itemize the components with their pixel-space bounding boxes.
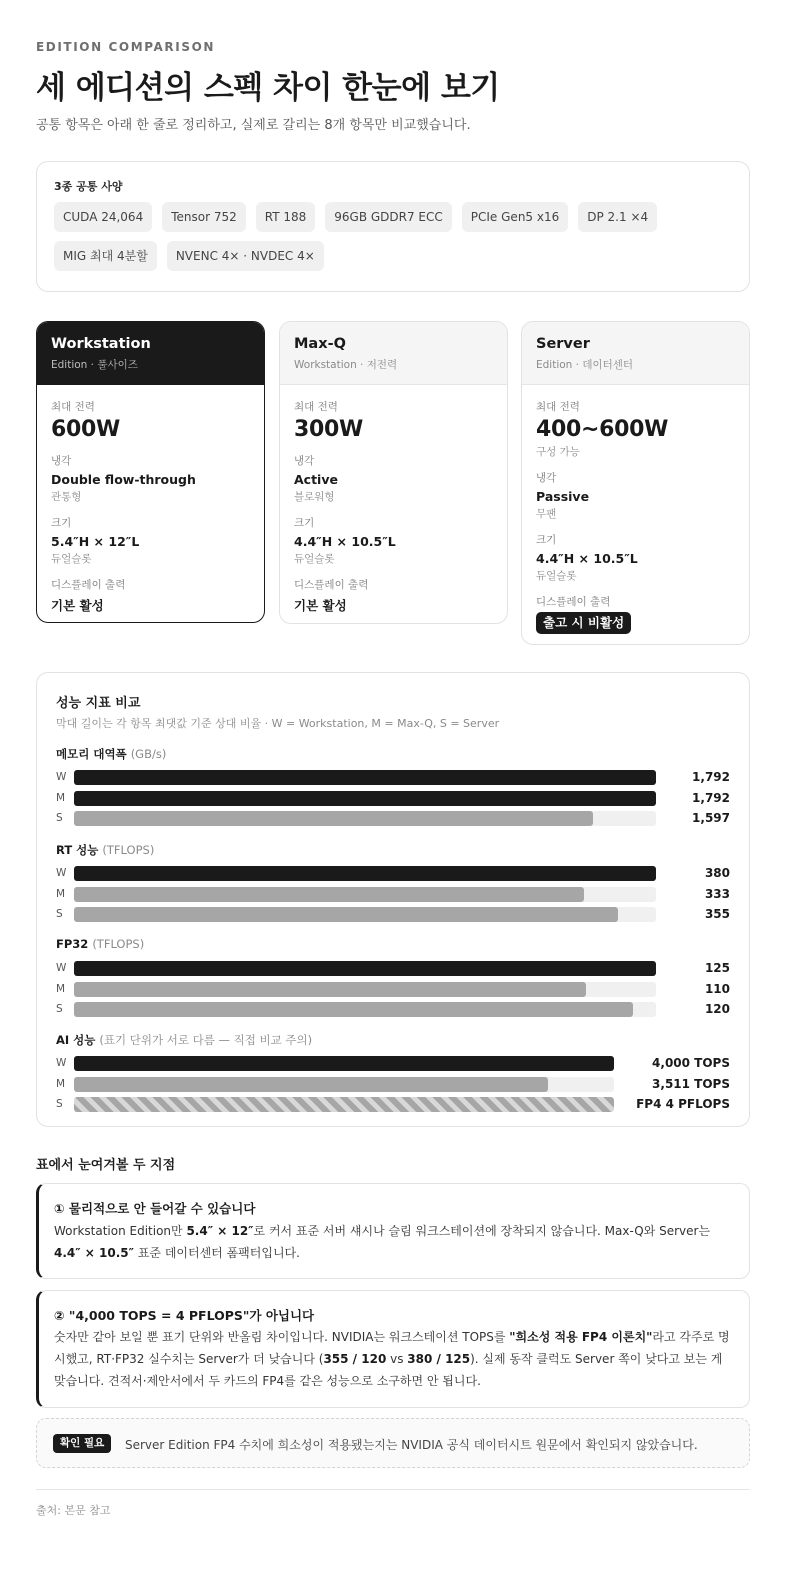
spec-chip: Tensor 752: [162, 202, 246, 232]
bar-track: [74, 982, 656, 997]
metric-group-label: 메모리 대역폭 (GB/s): [56, 747, 167, 761]
bar-fill: [74, 1056, 614, 1071]
note-2-body: 숫자만 같아 보일 뿐 표기 단위와 반올림 차이입니다. NVIDIA는 워크스테이션 TOPS를 "희소성 적용 FP4 이론치"라고 각주로 명시했고, RT·FP32 실수치는 Server가 더 낮습니다 (355 / 120 vs 380 / 125). 실제 동작 클럭도 Server 쪽이 낮다고 보는 게 맞습니다. 견적서·제안서에서 두 카드의 FP4를 같은 성능으로 소구하면 안 됩니다.: [54, 1330, 730, 1388]
card-body: [37, 385, 264, 623]
note-1-title: ① 물리적으로 안 들어갈 수 있습니다: [54, 1201, 256, 1216]
bar-track: [74, 1056, 614, 1071]
display-label: 디스플레이 출력: [51, 579, 126, 591]
performance-subtitle: 막대 길이는 각 항목 최댓값 기준 상대 비율 · W = Workstation, M = Max-Q, S = Server: [56, 717, 500, 730]
card-name: Workstation: [51, 336, 151, 352]
bar-row-letter: M: [56, 982, 66, 995]
bar-track: [74, 1097, 614, 1112]
card-header: [37, 322, 264, 385]
cooling-note: 무팬: [536, 508, 557, 520]
bar-row-letter: M: [56, 791, 66, 804]
bar-track: [74, 791, 656, 806]
spec-chip: NVENC 4× · NVDEC 4×: [167, 241, 324, 271]
bar-track: [74, 866, 656, 881]
bar-value: 1,792: [692, 770, 730, 784]
spec-chip: MIG 최대 4분할: [54, 241, 157, 271]
display-value: 기본 활성: [294, 598, 347, 613]
bar-track: [74, 1002, 656, 1017]
power-label: 최대 전력: [51, 401, 95, 413]
confirm-needed-badge: 확인 필요: [53, 1434, 111, 1453]
bar-row-letter: W: [56, 1057, 67, 1069]
cooling-value: Double flow-through: [51, 472, 196, 487]
bar-fill: [74, 907, 618, 922]
card-subtitle: Workstation · 저전력: [294, 359, 398, 371]
bar-value: 355: [704, 907, 730, 921]
bar-value: 120: [704, 1002, 730, 1016]
display-value: 기본 활성: [51, 598, 104, 613]
power-value: 400~600W: [536, 417, 669, 442]
card-header: [522, 322, 749, 385]
metric-group-label: RT 성능 (TFLOPS): [56, 843, 155, 857]
bar-row-letter: M: [56, 1077, 66, 1090]
display-label: 디스플레이 출력: [536, 596, 611, 608]
size-note: 듀얼슬롯: [51, 553, 92, 565]
size-value: 4.4″H × 10.5″L: [536, 551, 638, 566]
bar-row-letter: W: [56, 771, 67, 783]
bar-value: 333: [704, 886, 730, 901]
cooling-note: 블로워형: [294, 491, 335, 503]
bar-fill: [74, 866, 656, 881]
size-label: 크기: [51, 517, 72, 529]
bar-fill: [74, 982, 586, 997]
notes-title: 표에서 눈여겨볼 두 지점: [36, 1158, 176, 1173]
power-value: 600W: [51, 417, 120, 442]
bar-value: 3,511 TOPS: [652, 1076, 730, 1091]
spec-chip: PCIe Gen5 x16: [462, 202, 568, 232]
cooling-label: 냉각: [294, 455, 315, 467]
bar-track: [74, 887, 656, 902]
bar-track: [74, 770, 656, 785]
bar-value: 125: [704, 961, 730, 975]
bar-row-letter: S: [56, 1098, 63, 1110]
bar-fill: [74, 1077, 548, 1092]
bar-row-letter: S: [56, 1003, 63, 1015]
bar-value: 1,792: [692, 790, 730, 805]
bar-fill: [74, 1002, 633, 1017]
bar-row-letter: S: [56, 812, 63, 824]
bar-track: [74, 811, 656, 826]
size-value: 5.4″H × 12″L: [51, 534, 140, 549]
source-note: 출처: 본문 참고: [36, 1504, 111, 1517]
card-subtitle: Edition · 데이터센터: [536, 359, 634, 371]
bar-row-letter: M: [56, 887, 66, 900]
eyebrow: EDITION COMPARISON: [36, 40, 216, 54]
size-label: 크기: [536, 534, 557, 546]
power-label: 최대 전력: [294, 401, 338, 413]
cooling-value: Passive: [536, 489, 590, 504]
power-note: 구성 가능: [536, 446, 580, 458]
common-specs-label: 3종 공통 사양: [54, 180, 123, 193]
bar-fill: [74, 770, 656, 785]
cooling-note: 관통형: [51, 491, 82, 503]
bar-value: 4,000 TOPS: [652, 1056, 730, 1070]
bar-value: FP4 4 PFLOPS: [636, 1097, 730, 1111]
spec-chip: RT 188: [256, 202, 316, 232]
spec-chip: 96GB GDDR7 ECC: [325, 202, 452, 232]
metric-group-label: AI 성능 (표기 단위가 서로 다름 — 직접 비교 주의): [56, 1033, 313, 1047]
cooling-label: 냉각: [51, 455, 72, 467]
bar-track: [74, 961, 656, 976]
bar-fill: [74, 791, 656, 806]
cooling-label: 냉각: [536, 472, 557, 484]
bar-fill: [74, 887, 584, 902]
bar-value: 110: [704, 981, 730, 996]
page-title: 세 에디션의 스펙 차이 한눈에 보기: [36, 70, 500, 106]
page-subtitle: 공통 항목은 아래 한 줄로 정리하고, 실제로 갈리는 8개 항목만 비교했습니다.: [36, 118, 471, 133]
bar-row-letter: W: [56, 867, 67, 879]
spec-chip: DP 2.1 ×4: [578, 202, 657, 232]
card-body: [522, 385, 749, 645]
display-label: 디스플레이 출력: [294, 579, 369, 591]
confirm-text: Server Edition FP4 수치에 희소성이 적용됐는지는 NVIDIA 공식 데이터시트 원문에서 확인되지 않았습니다.: [125, 1438, 698, 1452]
power-label: 최대 전력: [536, 401, 580, 413]
card-body: [280, 385, 507, 624]
bar-track: [74, 907, 656, 922]
bar-value: 380: [704, 866, 730, 880]
bar-fill: [74, 1097, 614, 1112]
bar-fill: [74, 811, 593, 826]
size-value: 4.4″H × 10.5″L: [294, 534, 396, 549]
edition-card-workstation: [36, 321, 265, 623]
card-subtitle: Edition · 풀사이즈: [51, 359, 138, 371]
spec-chip: CUDA 24,064: [54, 202, 152, 232]
divider: [36, 1489, 750, 1490]
bar-fill: [74, 961, 656, 976]
cooling-value: Active: [294, 472, 338, 487]
bar-value: 1,597: [692, 811, 730, 825]
bar-row-letter: S: [56, 908, 63, 920]
display-status-badge: 출고 시 비활성: [536, 612, 631, 634]
common-specs-chips: [54, 202, 744, 271]
size-label: 크기: [294, 517, 315, 529]
confirmation-callout: [36, 1418, 750, 1468]
edition-card-maxq: [279, 321, 508, 624]
performance-title: 성능 지표 비교: [56, 696, 141, 711]
metric-group-label: FP32 (TFLOPS): [56, 937, 145, 951]
size-note: 듀얼슬롯: [294, 553, 335, 565]
bar-row-letter: W: [56, 962, 67, 974]
edition-card-server: [521, 321, 750, 645]
card-name: Max-Q: [294, 336, 346, 352]
bar-track: [74, 1077, 614, 1092]
size-note: 듀얼슬롯: [536, 570, 577, 582]
note-1-body: Workstation Edition만 5.4″ × 12″로 커서 표준 서버 섀시나 슬림 워크스테이션에 장착되지 않습니다. Max-Q와 Server는 4.4″ × 10.5″ 표준 데이터센터 폼팩터입니다.: [54, 1224, 711, 1260]
power-value: 300W: [294, 417, 363, 442]
card-name: Server: [536, 336, 590, 352]
note-2-title: ② "4,000 TOPS = 4 PFLOPS"가 아닙니다: [54, 1308, 315, 1323]
card-header: [280, 322, 507, 385]
